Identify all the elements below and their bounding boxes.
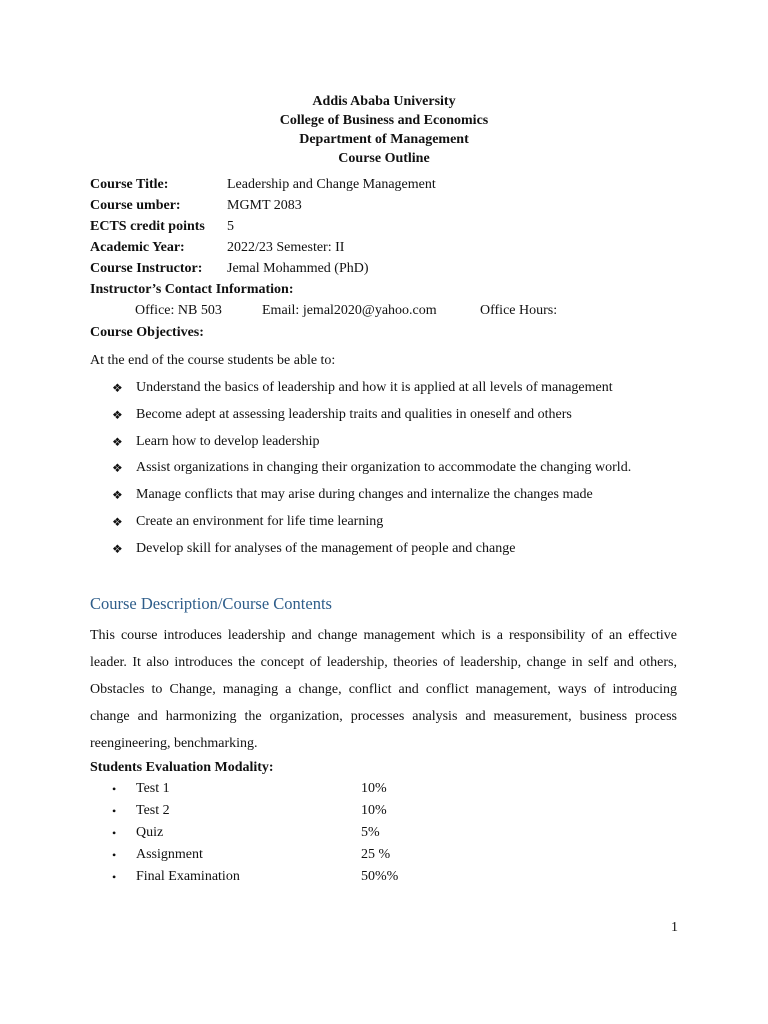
objective-text: Develop skill for analyses of the management of people and change bbox=[136, 540, 516, 556]
course-description-text: This course introduces leadership and change management which is a responsibility of an effective leader. It also introduces the concept of leadership, theories of leadership, change in self and others, Obstacles to Change, managing a change, conflict and conflict management, ways of introducing change and harmonizing the organization, processes analysis and measurement, business process reengineering, benchmarking. bbox=[90, 628, 677, 751]
course-info-value: Leadership and Change Management bbox=[227, 177, 436, 192]
objective-item bbox=[112, 430, 712, 457]
bullet-icon: • bbox=[112, 826, 117, 840]
course-info-row bbox=[90, 174, 690, 195]
objective-text: Learn how to develop leadership bbox=[136, 433, 320, 449]
objective-item bbox=[112, 456, 712, 483]
diamond-bullet-icon: ❖ bbox=[112, 461, 123, 476]
evaluation-item bbox=[112, 800, 512, 822]
objective-item bbox=[112, 403, 712, 430]
office-location: Office: NB 503 bbox=[135, 303, 222, 318]
evaluation-weight: 50%% bbox=[361, 869, 399, 884]
diamond-bullet-icon: ❖ bbox=[112, 434, 123, 449]
instructor-email: Email: jemal2020@yahoo.com bbox=[262, 303, 437, 318]
evaluation-name: Assignment bbox=[136, 847, 203, 862]
document-title: Course Outline bbox=[338, 151, 430, 166]
page-number: 1 bbox=[671, 920, 678, 935]
bullet-icon: • bbox=[112, 870, 117, 884]
diamond-bullet-icon: ❖ bbox=[112, 514, 123, 529]
objective-item bbox=[112, 483, 712, 510]
office-hours: Office Hours: bbox=[480, 303, 558, 318]
contact-info-title: Instructor’s Contact Information: bbox=[90, 282, 294, 297]
course-info-row bbox=[90, 258, 690, 279]
objectives-intro: At the end of the course students be able to: bbox=[90, 353, 336, 368]
bullet-icon: • bbox=[112, 804, 117, 818]
bullet-icon: • bbox=[112, 782, 117, 796]
course-info-value: 5 bbox=[227, 219, 234, 234]
objective-text: Manage conflicts that may arise during changes and internalize the changes made bbox=[136, 487, 593, 503]
university-name: Addis Ababa University bbox=[312, 94, 456, 109]
evaluation-list bbox=[112, 778, 512, 888]
evaluation-item bbox=[112, 844, 512, 866]
college-name: College of Business and Economics bbox=[279, 113, 489, 128]
evaluation-name: Final Examination bbox=[136, 869, 240, 884]
evaluation-heading: Students Evaluation Modality: bbox=[90, 760, 274, 775]
objective-item bbox=[112, 376, 712, 403]
evaluation-item bbox=[112, 778, 512, 800]
course-info-label: ECTS credit points bbox=[90, 219, 205, 234]
evaluation-name: Test 2 bbox=[136, 803, 170, 818]
diamond-bullet-icon: ❖ bbox=[112, 541, 123, 556]
course-description-heading: Course Description/Course Contents bbox=[90, 594, 332, 613]
course-info bbox=[90, 174, 690, 322]
department-name: Department of Management bbox=[299, 132, 469, 147]
course-info-label: Academic Year: bbox=[90, 240, 185, 255]
objective-item bbox=[112, 510, 712, 537]
course-info-value: MGMT 2083 bbox=[227, 198, 302, 213]
course-info-row bbox=[90, 237, 690, 258]
objective-text: Create an environment for life time learning bbox=[136, 513, 384, 529]
diamond-bullet-icon: ❖ bbox=[112, 381, 123, 395]
evaluation-weight: 10% bbox=[361, 803, 387, 818]
evaluation-name: Quiz bbox=[136, 825, 164, 840]
evaluation-item bbox=[112, 866, 512, 888]
contact-info-line bbox=[90, 300, 690, 322]
evaluation-weight: 25 % bbox=[361, 847, 391, 862]
objectives-heading: Course Objectives: bbox=[90, 325, 204, 340]
course-info-value: Jemal Mohammed (PhD) bbox=[227, 261, 369, 276]
diamond-bullet-icon: ❖ bbox=[112, 407, 123, 422]
document-header bbox=[0, 92, 768, 168]
diamond-bullet-icon: ❖ bbox=[112, 488, 123, 503]
course-info-value: 2022/23 Semester: II bbox=[227, 240, 345, 255]
objectives-list bbox=[112, 376, 712, 564]
course-info-row bbox=[90, 216, 690, 237]
objective-item bbox=[112, 537, 712, 564]
evaluation-weight: 10% bbox=[361, 781, 387, 796]
bullet-icon: • bbox=[112, 848, 117, 862]
course-info-label: Course umber: bbox=[90, 198, 181, 213]
evaluation-name: Test 1 bbox=[136, 781, 170, 796]
course-info-label: Course Title: bbox=[90, 177, 169, 192]
objective-text: Assist organizations in changing their organization to accommodate the changing world. bbox=[136, 460, 632, 476]
objective-text: Become adept at assessing leadership traits and qualities in oneself and others bbox=[136, 406, 572, 422]
course-info-row bbox=[90, 195, 690, 216]
objective-text: Understand the basics of leadership and how it is applied at all levels of management bbox=[136, 380, 613, 395]
evaluation-weight: 5% bbox=[361, 825, 380, 840]
evaluation-item bbox=[112, 822, 512, 844]
course-info-label: Course Instructor: bbox=[90, 261, 203, 276]
